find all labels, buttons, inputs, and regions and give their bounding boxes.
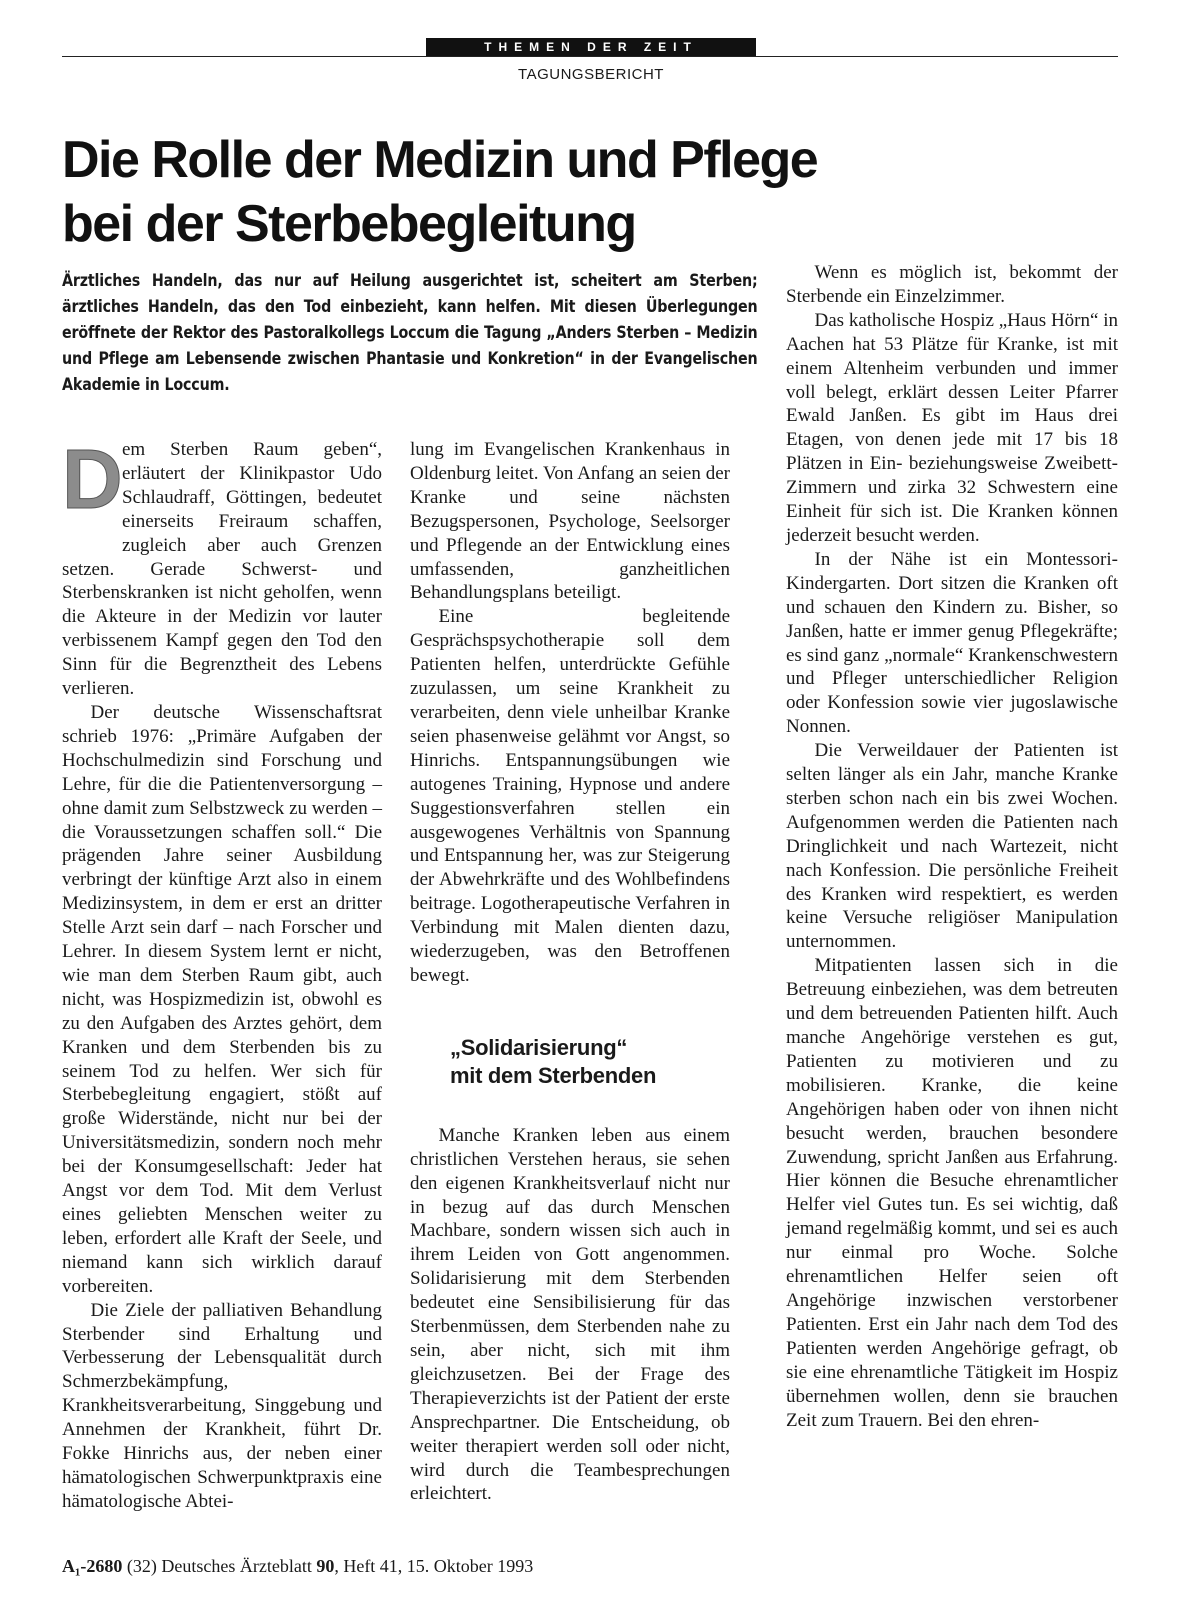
subheading: „Solidarisierung“ mit dem Sterbenden <box>450 1034 657 1088</box>
article-headline <box>62 128 1122 256</box>
header-rule <box>62 56 1118 57</box>
section-label: THEMEN DER ZEIT <box>426 38 756 56</box>
page-footer <box>62 1556 862 1577</box>
paragraph: Manche Kranken leben aus einem christlichen Verstehen heraus, sie sehen den eigenen Krankheitsverlauf nicht nur in bezug auf das durch Menschen Machbare, sondern wissen sich auch in ihrem Leiden von Gott angenommen. Solidarisierung mit dem Sterbenden bedeutet eine Sensibilisierung für das Sterbenmüssen, dem Sterbenden nahe zu sein, aber nicht, sich mit ihm gleichzusetzen. Bei der Frage des Therapieverzichts ist der Patient der erste Ansprechpartner. Die Entscheidung, ob weiter therapiert werden soll oder nicht, wird durch die Teambesprechungen erleichtert. <box>410 1124 730 1505</box>
page-folio: A₁-2680 <box>62 1556 123 1576</box>
paragraph: lung im Evangelischen Krankenhaus in Oldenburg leitet. Von Anfang an seien der Kranke und seine nächsten Bezugspersonen, Psychologe, Seelsorger und Pflegende an der Entwicklung eines umfassenden, ganzheitlichen Behandlungsplans beteiligt. <box>410 439 730 604</box>
paragraph: Mitpatienten lassen sich in die Betreuung einbeziehen, was dem betreuten und dem betreuenden Patienten hilft. Auch manche Angehörige verstehen es gut, Patienten zu motivieren und zu mobilisieren. Kranke, die keine Angehörigen haben oder von ihnen nicht besucht werden, brauchen besondere Zuwendung, spricht Janßen aus Erfahrung. Hier können die Besuche ehrenamtlicher Helfer viel Gutes tun. Es sei wichtig, daß jemand regelmäßig kommt, und sei es auch nur einmal pro Woche. Solche ehrenamtlichen Helfer seien oft Angehörige inzwischen verstorbener Patienten. Erst ein Jahr nach dem Tod des Patienten werden Angehörige gefragt, ob sie eine ehrenamtliche Tätigkeit im Hospiz übernehmen wollen, denn sie brauchen Zeit zum Trauern. Bei den ehren- <box>786 955 1118 1431</box>
journal-citation-pre: (32) Deutsches Ärzteblatt <box>122 1556 317 1576</box>
volume-number: 90 <box>316 1556 335 1576</box>
paragraph: Die Verweildauer der Patienten ist selten länger als ein Jahr, manche Kranke sterben schon nach ein bis zwei Wochen. Aufgenommen werden die Patienten nach Dringlichkeit und nach Wartezeit, nicht nach Konfession. Die persönliche Freiheit des Kranken wird respektiert, es werden keine Versuche religiöser Manipulation unternommen. <box>786 740 1118 953</box>
journal-citation-post: , Heft 41, 15. Oktober 1993 <box>334 1556 534 1576</box>
subsection-label: TAGUNGSBERICHT <box>518 66 664 83</box>
paragraph: Die Ziele der palliativen Behandlung Sterbender sind Erhaltung und Verbesserung der Lebensqualität durch Schmerzbekämpfung, Krankheitsverarbeitung, Singgebung und Annehmen der Krankheit, führt Dr. Fokke Hinrichs aus, der neben einer hämatologischen Schwerpunktpraxis eine hämatologische Abtei- <box>62 1299 382 1512</box>
drop-cap: D <box>62 440 112 536</box>
paragraph: Der deutsche Wissenschaftsrat schrieb 1976: „Primäre Aufgaben der Hochschulmedizin sind Forschung und Lehre, für die die Patientenversorgung – ohne damit zum Selbstzweck zu werden – die Voraussetzungen schaffen soll.“ Die prägenden Jahre seiner Ausbildung verbringt der künftige Arzt also in einem Medizinsystem, in dem er erst an dritter Stelle Arzt sein darf – nach Forscher und Lehrer. In diesem System lernt er nicht, wie man dem Sterben Raum gibt, auch nicht, was Hospizmedizin ist, obwohl es zu den Aufgaben des Arztes gehört, dem Kranken und dem Sterbenden bis zu seinem Tod zu helfen. Wer sich für Sterbebegleitung engagiert, stößt auf große Widerstände, nicht nur bei der Universitätsmedizin, sondern noch mehr bei der Konsumgesellschaft: Jeder hat Angst vor dem Tod. Mit dem Verlust eines geliebten Menschen weiter zu leben, erfordert alle Kraft der Seele, und niemand kann sich wirklich darauf vorbereiten. <box>62 701 382 1297</box>
paragraph: Eine begleitende Gesprächspsychotherapie soll dem Patienten helfen, unterdrückte Gefühle zuzulassen, um seine Krankheit zu verarbeiten, denn viele unheilbar Kranke seien phasenweise gelähmt vor Angst, so Hinrichs. Entspannungsübungen wie autogenes Training, Hypnose und andere Suggestionsverfahren stellen ein ausgewogenes Verhältnis von Spannung und Entspannung her, was zur Steigerung der Abwehrkräfte und des Wohlbefindens beitrage. Logotherapeutische Verfahren in Verbindung mit Malen dienten dazu, wiederzugeben, was den Betroffenen bewegt. <box>410 606 730 986</box>
headline-line-1: Die Rolle der Medizin und Pflege <box>62 131 818 189</box>
paragraph: Das katholische Hospiz „Haus Hörn“ in Aachen hat 53 Plätze für Kranke, ist mit einem Altenheim verbunden und immer voll belegt, erklärt dessen Leiter Pfarrer Ewald Janßen. Es gibt im Haus drei Etagen, von denen jede mit 17 bis 18 Plätzen in Ein- beziehungsweise Zweibett-Zimmern und zirka 32 Schwestern eine Einheit für sich ist. Die Kranken können jederzeit besucht werden. <box>786 309 1118 546</box>
paragraph: In der Nähe ist ein Montessori-Kindergarten. Dort sitzen die Kranken oft und schauen den Kindern zu. Bisher, so Janßen, hatte er immer genug Pflegekräfte; es sind ganz „normale“ Krankenschwestern und Pfleger unterschiedlicher Religion oder Konfession sowie vier jugoslawische Nonnen. <box>786 548 1118 738</box>
paragraph: Wenn es möglich ist, bekommt der Sterbende ein Einzelzimmer. <box>786 262 1118 307</box>
column-1 <box>62 432 382 1514</box>
column-2 <box>410 438 730 1506</box>
column-3 <box>786 261 1118 1432</box>
paragraph: D em Sterben Raum geben“, erläutert der Klinikpastor Udo Schlaudraff, Göttingen, bedeutet einerseits Freiraum schaffen, zugleich aber auch Grenzen setzen. Gerade Schwerst- und Sterbenskranken ist nicht geholfen, wenn die Akteure in der Medizin vor lauter verbissenem Kampf gegen den Tod den Sinn für die Begrenztheit des Lebens verlieren. <box>62 432 382 700</box>
headline-line-2: bei der Sterbebegleitung <box>62 195 636 253</box>
article-lead: Ärztliches Handeln, das nur auf Heilung ausgerichtet ist, scheitert am Sterben; ärztliches Handeln, das den Tod einbezieht, kann helfen. Mit diesen Überlegungen eröffnete der Rektor des Pastoralkollegs Loccum die Tagung „Anders Sterben – Medizin und Pflege am Lebensende zwischen Phantasie und Konkretion“ in der Evangelischen Akademie in Loccum. <box>62 271 758 395</box>
